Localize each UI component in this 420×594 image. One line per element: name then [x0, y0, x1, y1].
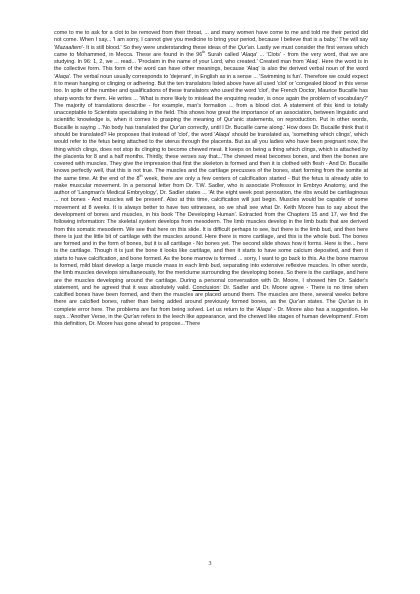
text-segment: Surah called ' — [205, 51, 243, 58]
text-segment: Qur'an — [123, 313, 140, 320]
text-segment: Conclusion — [192, 284, 220, 291]
text-segment: come to me to ask for a clot to be removed from their throat, ... and many women have come to me and told me their period did not come. When I say... 'I am sorry, I cannot give you medicine to bring your period, because I believe that is a baby.' The will say ' — [54, 30, 368, 51]
page-number: 3 — [208, 561, 212, 567]
body-paragraph — [54, 30, 368, 329]
text-segment: correctly, until I Dr. Bucaille came along.' How does Dr. Bucaille think that it should be translated? He proposes that instead of 'clot', the word ' — [54, 124, 369, 138]
text-segment: ' should be translated as, 'something which clings', which would refer to the fetus being attached to the uterus through the placenta. But as all you ladies who have been pregnant now, the thing which clings, does not stop its clinging to become chewed meat. It keeps on being a thing which clings, which is attached by the placenta for 8 and a half months. Thirdly, these verses say that...'The chewed meat becomes bones, and then the bones are covered with muscles. They give the impression that first the skeleton is formed and then it is clothed with flesh - And Dr. Bucaille knows perfectly well, that this is not true. The muscles and the cartilage precusses of the bones, start forming from the somite at the same time. At the end of the 8 — [54, 131, 368, 182]
text-segment: Alaqa — [215, 131, 230, 138]
text-segment: Mazaaltem — [55, 44, 82, 51]
text-segment: Qur'an — [169, 124, 186, 131]
text-segment: is in complete error here. The problems are far from being solved. Let us return to the ' — [54, 299, 369, 313]
text-segment: Qur'an — [237, 44, 254, 51]
text-segment: week, there are only a few centers of calcification started - But the fetus is already able to make muscular movement. In a personal letter from Dr. T.W. Sadler, who is associate Professor in Embryo Anatomy, and the author of 'Langman's Medical Embryology', Dr. Sadler states ... 'At the eight week post peroxation, the ribs would be cartilaginous ... not bones - And muscles will be present'. Also at this time, calcification will just begin. Muscles would be capable of some movement at 8 weeks. It is always better to have two witnesses, so we shall see what Dr. Keith Moore has to say about the development of bones and muscles, in his book 'The Developing Human'. Extracted from the Chapters 15 and 17, we find the following information: The skeletal system develops from mesoderm. The limb muscles develop in the limb buds that are derived from this somatic mesoderm. We see that here on this slide. It is difficult perhaps to see, but there is the limb bud, and then here there is just the little bit of cartilage with the muscles around. Here there is more cartilage, and this is the whole bud. The bones are formed and in the form of bones, but it is all cartilage - No bones yet. The second slide shows how it forms. Here is the... here is the cartilage. Though it is just the bone it looks like cartilage, and then it starts to have some calcium deposited, and then it starts to have calcification, and bone formed. As the bone marrow is formed ... sorry, I want to go back to this. As the bone marrow is formed, mild blast develop a large muscle mass in each limb bud, separating into extensive reflexive muscles. In other words, the limb muscles develops simultaneously, for the mericlume surrounding the developing bones. So there is the cartilage, and here are the muscles developing around the cartilage. During a personal conversation with Dr. Moore, I showed him Dr. Salder's statement, and he agreed that it was absolutely valid. — [54, 175, 369, 291]
text-segment: '- It is still blood.' So they were understanding these ideas of the — [81, 44, 238, 51]
text-segment: th — [139, 173, 143, 178]
text-segment: states. The — [305, 299, 339, 306]
text-segment: ' ... 'Clots' - from the very word, that we are studying. In 96: 1, 2, we ... read... 'Proclaim in the name of your Lord, who created.' Created man from 'Alaq'. Here the word is in the collective form. This form of the word can have other meanings, because 'Alaq' is also the derived verbal noun of the word ' — [54, 51, 368, 80]
text-segment: Alaqa — [242, 51, 257, 58]
text-segment: '. The verbal noun usually corresponds to 'dejerant', in English as in a sense ... 'Swimming is fun'. Therefore we could expect it to mean hanging or clinging or adhering. But the ten translators listed above have all used 'clot' or 'congealed blood' in this verse too. In spite of the number and qualifications of these translators who used the word 'clot', the French Doctor, Maurice Bucaille has sharp words for them. He writes ... 'What is more likely to mislead the enquiring reader, is once again the problem of vocabulary?' The majority of translations describe - for example, man's formation ... from a blood clot. A statement of this kind is totally unacceptable to Scientists specialising in the field. This shows how great the importance of an association, between linguistic and scientific knowledge is, when it comes to grasping the meaning of Qur'anic statements, on reproduction. Put in other words, Bucaille is saying ...'No body has translated the — [54, 73, 368, 131]
text-segment: : Dr. Sadler and Dr. Moore agree - There is no time when calcified bones have been formed, and then the muscles are placed around them. The muscles are there, several weeks before there are calcified bones, rather than being added around previously formed bones, as the — [54, 284, 369, 306]
text-segment: Qur'an — [338, 299, 355, 306]
text-segment: Qur'an — [288, 299, 306, 306]
text-segment: refers to the leech like appearance, and the chewed like stages of human development'. From this definition, Dr. Moore has gone ahead to propose...'There — [54, 313, 368, 328]
text-segment: th — [202, 50, 206, 55]
text-segment: ' - Dr. Moore also has a suggestion. He says...'Another Verse, in the — [54, 306, 369, 320]
text-segment: Alaqa — [55, 73, 69, 80]
text-segment: . Lastly we must consider the first verses which came to Mohammed, in Mecca. These are found in the 96 — [54, 44, 369, 58]
text-segment: Alaqa — [256, 306, 271, 313]
